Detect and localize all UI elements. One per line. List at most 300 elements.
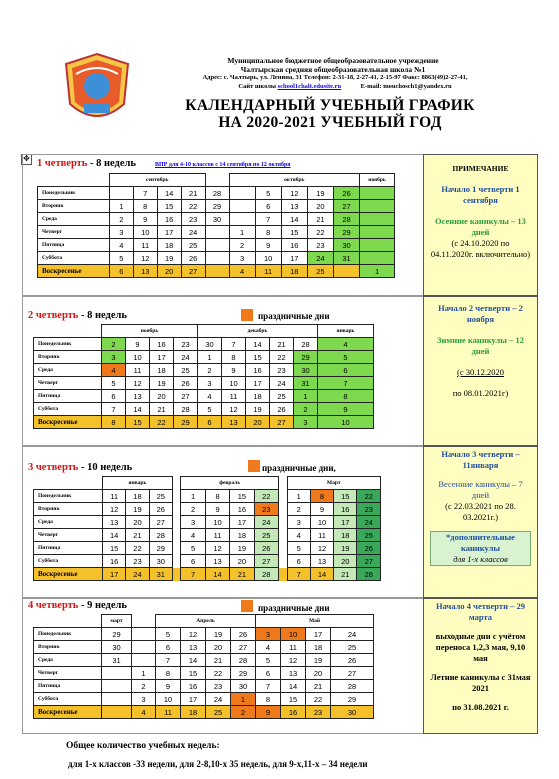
holiday-legend-swatch: [241, 600, 253, 612]
weekday-row: [34, 403, 374, 416]
quarter2-title: 2 четверть - 8 недель: [28, 310, 127, 321]
date-cell: 19: [307, 187, 333, 200]
weekday-row: [34, 568, 381, 581]
date-cell: 4: [256, 641, 281, 654]
date-cell: 1: [294, 390, 318, 403]
date-cell: 11: [222, 390, 246, 403]
weekday-row: [34, 351, 374, 364]
weekday-label: Четверг: [34, 377, 102, 390]
date-cell: 5: [318, 351, 374, 364]
extra-holidays: *дополнительные каникулы: [446, 532, 515, 553]
date-cell: 29: [231, 667, 256, 680]
date-cell: 26: [333, 187, 359, 200]
date-cell: 22: [150, 416, 174, 429]
date-cell: 9: [205, 503, 229, 516]
quarter1-calendar: [37, 173, 395, 278]
date-cell: 20: [126, 516, 149, 529]
date-cell: 31: [149, 568, 172, 581]
date-cell: 18: [150, 364, 174, 377]
date-cell: 11: [156, 706, 181, 719]
date-cell: 16: [230, 503, 254, 516]
spacer-cell: [172, 555, 180, 568]
date-cell: 7: [255, 213, 281, 226]
date-cell: 21: [181, 187, 205, 200]
date-cell: 23: [357, 503, 381, 516]
date-cell: 6: [256, 667, 281, 680]
weekday-row: [38, 239, 395, 252]
notes-heading: ПРИМЕЧАНИЕ: [452, 164, 509, 173]
date-cell: 25: [357, 529, 381, 542]
weekday-label: Воскресенье: [38, 265, 110, 278]
weekday-label: Понедельник: [34, 490, 103, 503]
date-cell: [205, 252, 229, 265]
date-cell: 11: [205, 529, 229, 542]
weekday-label: Вторник: [34, 351, 102, 364]
date-cell: 24: [174, 351, 198, 364]
spacer-cell: [279, 503, 287, 516]
weekday-label: Пятница: [38, 239, 110, 252]
date-cell: 5: [102, 377, 126, 390]
date-cell: 2: [294, 403, 318, 416]
date-cell: 13: [310, 555, 333, 568]
date-cell: [229, 187, 255, 200]
date-cell: 27: [174, 390, 198, 403]
date-cell: 11: [126, 364, 150, 377]
date-cell: 17: [181, 693, 206, 706]
spacer-cell: [279, 490, 287, 503]
weekday-row: [38, 187, 395, 200]
month-header: сентябрь: [109, 174, 205, 187]
date-cell: 16: [150, 338, 174, 351]
date-cell: 23: [206, 680, 231, 693]
date-cell: 7: [133, 187, 157, 200]
weekday-label: Пятница: [34, 542, 103, 555]
date-cell: 30: [102, 641, 132, 654]
summer-holidays: Летние каникулы с 31мая 2021: [430, 672, 531, 693]
weekday-label: Четверг: [34, 667, 102, 680]
winter-holidays: Зимние каникулы – 12 дней: [437, 335, 524, 356]
date-cell: 9: [126, 338, 150, 351]
days-off: выходные дни с учётом переноса 1,2,3 мая, 9,10 мая: [435, 631, 526, 663]
date-cell: 21: [307, 213, 333, 226]
date-cell: 26: [174, 377, 198, 390]
date-cell: 6: [287, 555, 310, 568]
date-cell: 25: [254, 529, 278, 542]
date-cell: 3: [294, 416, 318, 429]
date-cell: 22: [306, 693, 331, 706]
date-cell: 26: [231, 628, 256, 641]
quarter4-title: 4 четверть - 9 недель: [28, 600, 127, 611]
date-cell: 26: [270, 403, 294, 416]
date-cell: 7: [181, 568, 205, 581]
date-cell: 13: [222, 416, 246, 429]
spacer-cell: [172, 542, 180, 555]
date-cell: 14: [281, 213, 307, 226]
month-header: Апрель: [156, 615, 256, 628]
date-cell: 23: [270, 364, 294, 377]
date-cell: 1: [360, 265, 395, 278]
date-cell: 17: [157, 226, 181, 239]
date-cell: 29: [149, 542, 172, 555]
holiday-legend-swatch: [248, 460, 260, 472]
date-cell: 24: [331, 628, 374, 641]
date-cell: 19: [157, 252, 181, 265]
date-cell: 12: [133, 252, 157, 265]
date-cell: 2: [181, 503, 205, 516]
weekday-label: Пятница: [34, 680, 102, 693]
date-cell: [360, 213, 395, 226]
date-cell: 29: [174, 416, 198, 429]
date-cell: 23: [306, 706, 331, 719]
date-cell: 10: [126, 351, 150, 364]
month-header: январь: [102, 477, 172, 490]
autumn-holidays: Осенние каникулы – 13 дней: [435, 216, 526, 237]
date-cell: 21: [270, 338, 294, 351]
weekday-label: Суббота: [34, 555, 103, 568]
date-cell: 11: [310, 529, 333, 542]
date-cell: 18: [306, 641, 331, 654]
holiday-legend-swatch: [241, 309, 253, 321]
date-cell: 8: [255, 226, 281, 239]
date-cell: 25: [174, 364, 198, 377]
summer-to: по 31.08.2021 г.: [452, 702, 509, 712]
notes-panel-q1: [423, 154, 538, 296]
date-cell: 5: [198, 403, 222, 416]
date-cell: 23: [126, 555, 149, 568]
date-cell: 23: [254, 503, 278, 516]
spacer-cell: [279, 516, 287, 529]
weekday-label: Вторник: [34, 503, 103, 516]
quarter2-calendar: [33, 324, 374, 429]
quarter1-title: 1 четверть - 8 недель: [37, 158, 136, 169]
notes-panel-q3: [423, 446, 538, 598]
weekday-label: Понедельник: [34, 338, 102, 351]
date-cell: 16: [246, 364, 270, 377]
extra-holidays-note: для 1-х классов: [453, 554, 508, 564]
date-cell: 8: [156, 667, 181, 680]
date-cell: 9: [318, 403, 374, 416]
date-cell: 27: [270, 416, 294, 429]
date-cell: 27: [331, 667, 374, 680]
date-cell: [102, 667, 132, 680]
date-cell: 19: [246, 403, 270, 416]
date-cell: 2: [287, 503, 310, 516]
date-cell: 27: [231, 641, 256, 654]
month-header: ноябрь: [102, 325, 198, 338]
quarter3-calendar: [33, 476, 381, 581]
weekday-row: [34, 490, 381, 503]
date-cell: 1: [198, 351, 222, 364]
date-cell: 1: [229, 226, 255, 239]
date-cell: 30: [294, 364, 318, 377]
date-cell: 21: [334, 568, 357, 581]
date-cell: 12: [281, 654, 306, 667]
date-cell: 6: [102, 390, 126, 403]
date-cell: 14: [102, 529, 125, 542]
weekday-label: Воскресенье: [34, 706, 102, 719]
date-cell: 2: [229, 239, 255, 252]
date-cell: 5: [109, 252, 133, 265]
date-cell: 28: [357, 568, 381, 581]
spring-holidays: Весенние каникулы – 7 дней: [438, 479, 523, 500]
date-cell: 24: [181, 226, 205, 239]
date-cell: [360, 252, 395, 265]
date-cell: 4: [198, 390, 222, 403]
date-cell: 2: [231, 706, 256, 719]
date-cell: 15: [334, 490, 357, 503]
date-cell: 26: [181, 252, 205, 265]
holiday-legend-label: праздничные дни: [258, 311, 330, 321]
date-cell: 9: [156, 680, 181, 693]
date-cell: 18: [126, 490, 149, 503]
date-cell: 16: [102, 555, 125, 568]
extra-holidays-box: [430, 531, 531, 566]
quarter3-title: 3 четверть - 10 недель: [28, 462, 133, 473]
weekday-label: Среда: [38, 213, 110, 226]
date-cell: 3: [109, 226, 133, 239]
date-cell: 11: [255, 265, 281, 278]
date-cell: 1: [132, 667, 156, 680]
date-cell: 1: [181, 490, 205, 503]
date-cell: 6: [181, 555, 205, 568]
date-cell: 3: [102, 351, 126, 364]
date-cell: 22: [270, 351, 294, 364]
q2-start: Начало 2 четверти – 2 ноября: [438, 303, 523, 324]
date-cell: [360, 239, 395, 252]
date-cell: [229, 213, 255, 226]
spacer-cell: [172, 568, 180, 581]
date-cell: [333, 265, 359, 278]
weekday-row: [34, 390, 374, 403]
date-cell: 22: [126, 542, 149, 555]
weekday-row: [34, 641, 374, 654]
date-cell: [229, 200, 255, 213]
date-cell: 8: [133, 200, 157, 213]
date-cell: 28: [294, 338, 318, 351]
month-header: январь: [318, 325, 374, 338]
spring-dates: (с 22.03.2021 по 28. 03.2021г.): [445, 501, 516, 522]
weekday-label: Понедельник: [34, 628, 102, 641]
date-cell: 12: [126, 377, 150, 390]
spacer-cell: [172, 516, 180, 529]
date-cell: 4: [109, 239, 133, 252]
date-cell: 14: [281, 680, 306, 693]
date-cell: 10: [318, 416, 374, 429]
date-cell: 20: [206, 641, 231, 654]
date-cell: [132, 654, 156, 667]
spacer-cell: [172, 503, 180, 516]
weekday-row: [34, 628, 374, 641]
date-cell: 21: [126, 529, 149, 542]
date-cell: 25: [149, 490, 172, 503]
q4-start: Начало 4 четверти – 29 марта: [436, 601, 525, 622]
date-cell: 15: [230, 490, 254, 503]
date-cell: 17: [334, 516, 357, 529]
date-cell: 27: [149, 516, 172, 529]
date-cell: 10: [255, 252, 281, 265]
date-cell: [360, 187, 395, 200]
date-cell: 15: [157, 200, 181, 213]
date-cell: 29: [205, 200, 229, 213]
holiday-legend-label: праздничные дни: [258, 603, 330, 613]
date-cell: 6: [198, 416, 222, 429]
date-cell: 25: [331, 641, 374, 654]
date-cell: 21: [150, 403, 174, 416]
date-cell: 22: [206, 667, 231, 680]
date-cell: 20: [230, 555, 254, 568]
date-cell: 8: [205, 490, 229, 503]
date-cell: 15: [281, 226, 307, 239]
date-cell: 2: [132, 680, 156, 693]
spacer-cell: [279, 568, 287, 581]
date-cell: 4: [132, 706, 156, 719]
site-label: Сайт школы: [238, 83, 276, 90]
date-cell: 5: [181, 542, 205, 555]
spacer-cell: [279, 529, 287, 542]
date-cell: 3: [198, 377, 222, 390]
date-cell: 18: [334, 529, 357, 542]
date-cell: 22: [254, 490, 278, 503]
date-cell: 10: [205, 516, 229, 529]
weekday-label: Среда: [34, 516, 103, 529]
date-cell: 19: [334, 542, 357, 555]
spacer-cell: [172, 490, 180, 503]
date-cell: 17: [230, 516, 254, 529]
date-cell: 16: [281, 706, 306, 719]
date-cell: 7: [222, 338, 246, 351]
weekday-label: Суббота: [38, 252, 110, 265]
weekday-label: Пятница: [34, 390, 102, 403]
date-cell: 6: [318, 364, 374, 377]
date-cell: 5: [156, 628, 181, 641]
date-cell: 20: [246, 416, 270, 429]
weekday-row: [38, 252, 395, 265]
date-cell: 11: [133, 239, 157, 252]
date-cell: 12: [205, 542, 229, 555]
winter-from: (с 30.12.2020: [457, 367, 504, 377]
date-cell: 25: [181, 239, 205, 252]
weekday-row: [34, 529, 381, 542]
date-cell: 30: [149, 555, 172, 568]
date-cell: 9: [255, 239, 281, 252]
date-cell: [205, 239, 229, 252]
weekday-label: Воскресенье: [34, 416, 102, 429]
date-cell: 30: [333, 239, 359, 252]
date-cell: 15: [181, 667, 206, 680]
date-cell: 24: [357, 516, 381, 529]
vpr-note[interactable]: ВПР для 4-10 классов с 14 сентября по 12 октября: [155, 162, 291, 168]
date-cell: 25: [206, 706, 231, 719]
weekday-row: [34, 542, 381, 555]
date-cell: 4: [287, 529, 310, 542]
date-cell: 22: [307, 226, 333, 239]
date-cell: 4: [229, 265, 255, 278]
date-cell: 31: [294, 377, 318, 390]
weekday-label: Суббота: [34, 693, 102, 706]
total-weeks-detail: для 1-х классов -33 недели, для 2-8,10-х 35 недель, для 9-х,11-х – 34 недели: [68, 759, 368, 769]
weekday-row: [38, 226, 395, 239]
date-cell: 28: [333, 213, 359, 226]
date-cell: [102, 680, 132, 693]
month-header: Май: [256, 615, 374, 628]
date-cell: 10: [222, 377, 246, 390]
move-handle-icon[interactable]: ✥: [21, 154, 32, 165]
date-cell: 7: [102, 403, 126, 416]
date-cell: 19: [206, 628, 231, 641]
email: E-mail: mouchosch1@yandex.ru: [360, 83, 452, 90]
date-cell: 18: [181, 706, 206, 719]
date-cell: 11: [281, 641, 306, 654]
month-header: ноябрь: [360, 174, 395, 187]
q3-start: Начало 3 четверти – 11января: [441, 449, 520, 470]
date-cell: 20: [306, 667, 331, 680]
spacer-cell: [172, 529, 180, 542]
date-cell: 3: [287, 516, 310, 529]
date-cell: 7: [256, 680, 281, 693]
date-cell: 9: [133, 213, 157, 226]
date-cell: 18: [157, 239, 181, 252]
weekday-label: Понедельник: [38, 187, 110, 200]
date-cell: 16: [281, 239, 307, 252]
date-cell: 5: [287, 542, 310, 555]
date-cell: 31: [333, 252, 359, 265]
date-cell: 25: [270, 390, 294, 403]
weekday-label: Четверг: [38, 226, 110, 239]
date-cell: 30: [205, 213, 229, 226]
date-cell: 12: [310, 542, 333, 555]
date-cell: 25: [307, 265, 333, 278]
month-header: Март: [287, 477, 381, 490]
date-cell: 14: [157, 187, 181, 200]
date-cell: 2: [109, 213, 133, 226]
date-cell: 20: [307, 200, 333, 213]
weekday-row: [38, 213, 395, 226]
date-cell: 8: [310, 490, 333, 503]
school-type: Муниципальное бюджетное общеобразовательное учреждение: [227, 56, 439, 65]
winter-to: по 08.01.2021г): [452, 388, 509, 398]
date-cell: 13: [181, 641, 206, 654]
date-cell: 12: [181, 628, 206, 641]
date-cell: 6: [156, 641, 181, 654]
date-cell: 31: [102, 654, 132, 667]
date-cell: 4: [318, 338, 374, 351]
date-cell: 27: [181, 265, 205, 278]
quarter4-calendar: [33, 614, 374, 719]
date-cell: 10: [133, 226, 157, 239]
date-cell: 23: [181, 213, 205, 226]
date-cell: 3: [181, 516, 205, 529]
date-cell: 14: [246, 338, 270, 351]
date-cell: 12: [281, 187, 307, 200]
date-cell: 10: [310, 516, 333, 529]
date-cell: 15: [281, 693, 306, 706]
school-address: Адрес: с. Чалтырь, ул. Ленина, 31 Телефон: 2-31-18, 2-27-41, 2-15-97 Факс: 8863(49)2-27-41,: [202, 74, 468, 81]
date-cell: 9: [222, 364, 246, 377]
weekday-label: Вторник: [38, 200, 110, 213]
date-cell: 27: [357, 555, 381, 568]
date-cell: 13: [281, 667, 306, 680]
date-cell: 14: [310, 568, 333, 581]
date-cell: 9: [256, 706, 281, 719]
date-cell: 7: [156, 654, 181, 667]
holiday-legend-label: праздничные дни,: [262, 463, 336, 473]
month-header: декабрь: [198, 325, 318, 338]
date-cell: 30: [331, 706, 374, 719]
month-header: октябрь: [229, 174, 360, 187]
weekday-row: [34, 555, 381, 568]
site-link[interactable]: school1chalt.edusite.ru: [277, 83, 342, 90]
date-cell: 5: [255, 187, 281, 200]
